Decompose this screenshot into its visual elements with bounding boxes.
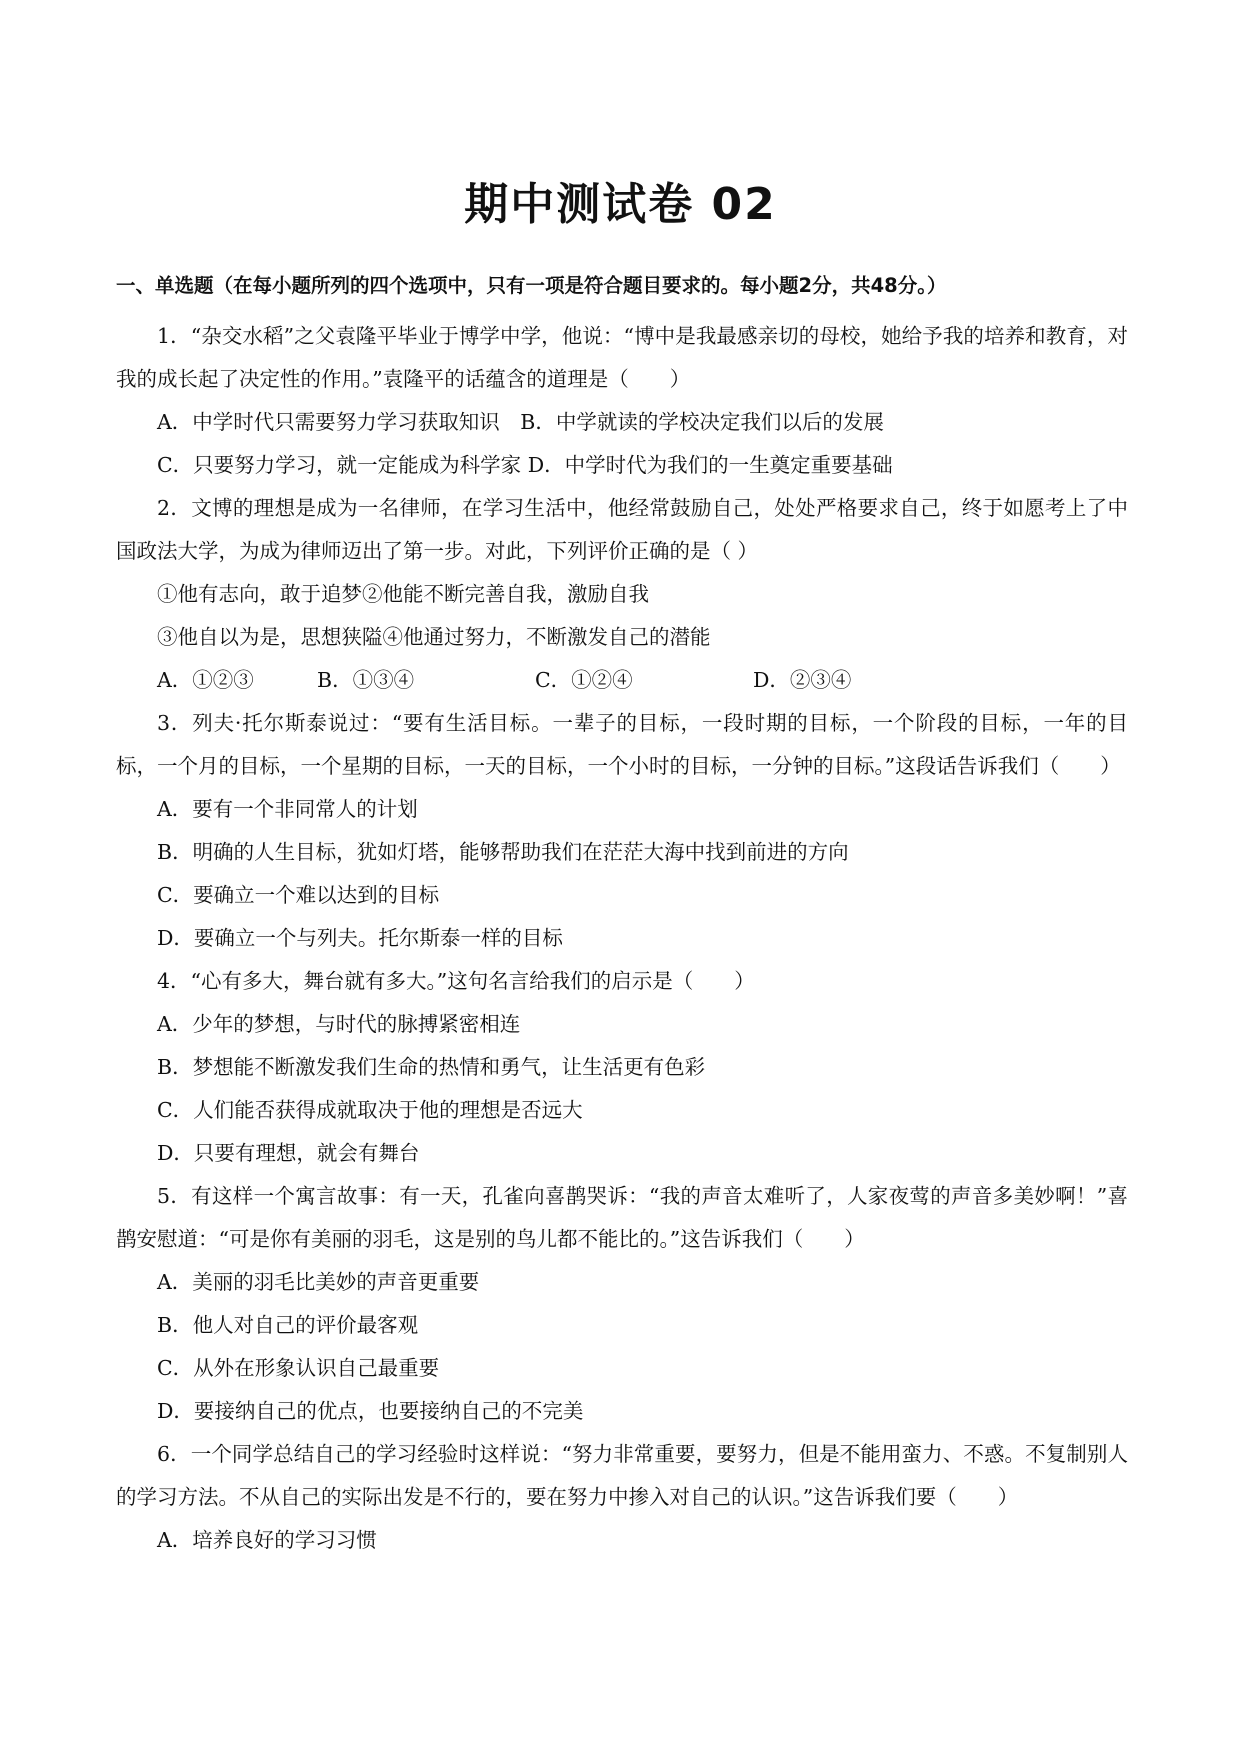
question-3 — [116, 702, 1128, 960]
option-line: C．从外在形象认识自己最重要 — [157, 1356, 440, 1380]
option-line: D．只要有理想，就会有舞台 — [157, 1141, 420, 1165]
option-a: A．①②③ — [157, 668, 254, 692]
option-row — [116, 659, 1128, 702]
question-text: 4．“心有多大，舞台就有多大。”这句名言给我们的启示是（ ） — [157, 969, 755, 993]
exam-content — [116, 272, 1128, 1562]
option-line: A．要有一个非同常人的计划 — [157, 797, 418, 821]
option-line: A．美丽的羽毛比美妙的声音更重要 — [157, 1270, 480, 1294]
option-line: A．少年的梦想，与时代的脉搏紧密相连 — [157, 1012, 521, 1036]
statement-line: ③他自以为是，思想狭隘④他通过努力，不断激发自己的潜能 — [157, 625, 711, 649]
section-heading: 一、单选题（在每小题所列的四个选项中，只有一项是符合题目要求的。每小题2分，共48分。） — [116, 274, 947, 297]
option-line: A．培养良好的学习习惯 — [157, 1528, 377, 1552]
question-text: 1．“杂交水稻”之父袁隆平毕业于博学中学，他说：“博中是我最感亲切的母校，她给予我的培养和教育，对我的成长起了决定性的作用。”袁隆平的话蕴含的道理是（ ） — [116, 324, 1128, 391]
question-text: 2．文博的理想是成为一名律师，在学习生活中，他经常鼓励自己，处处严格要求自己，终于如愿考上了中国政法大学，为成为律师迈出了第一步。对此，下列评价正确的是（ ） — [116, 496, 1128, 563]
question-2 — [116, 487, 1128, 702]
option-b: B．①③④ — [317, 668, 415, 692]
option-line: B．梦想能不断激发我们生命的热情和勇气，让生活更有色彩 — [157, 1055, 706, 1079]
option-line: C．要确立一个难以达到的目标 — [157, 883, 440, 907]
page-title: 期中测试卷 02 — [464, 179, 777, 230]
option-c: C．①②④ — [535, 668, 633, 692]
option-line: C．人们能否获得成就取决于他的理想是否远大 — [157, 1098, 583, 1122]
option-line: D．要确立一个与列夫。托尔斯泰一样的目标 — [157, 926, 563, 950]
question-1 — [116, 315, 1128, 487]
statement-line: ①他有志向，敢于追梦②他能不断完善自我，激励自我 — [157, 582, 649, 606]
question-text: 5．有这样一个寓言故事：有一天，孔雀向喜鹊哭诉：“我的声音太难听了，人家夜莺的声音多美妙啊！”喜鹊安慰道：“可是你有美丽的羽毛，这是别的鸟儿都不能比的。”这告诉我们（ ） — [116, 1184, 1128, 1251]
question-4 — [116, 960, 1128, 1175]
option-line: C．只要努力学习，就一定能成为科学家 D．中学时代为我们的一生奠定重要基础 — [157, 453, 893, 477]
question-text: 6．一个同学总结自己的学习经验时这样说：“努力非常重要，要努力，但是不能用蛮力、不惑。不复制别人的学习方法。不从自己的实际出发是不行的，要在努力中掺入对自己的认识。”这告诉我们要（ ） — [116, 1442, 1128, 1509]
option-line: B．他人对自己的评价最客观 — [157, 1313, 419, 1337]
question-text: 3．列夫·托尔斯泰说过：“要有生活目标。一辈子的目标，一段时期的目标，一个阶段的目标，一年的目标，一个月的目标，一个星期的目标，一天的目标，一个小时的目标，一分钟的目标。”这段话告诉我们（ ） — [116, 711, 1128, 778]
option-line: D．要接纳自己的优点，也要接纳自己的不完美 — [157, 1399, 584, 1423]
question-6 — [116, 1433, 1128, 1562]
option-line: A．中学时代只需要努力学习获取知识 B．中学就读的学校决定我们以后的发展 — [157, 410, 884, 434]
option-line: B．明确的人生目标，犹如灯塔，能够帮助我们在茫茫大海中找到前进的方向 — [157, 840, 849, 864]
question-5 — [116, 1175, 1128, 1433]
option-d: D．②③④ — [753, 668, 852, 692]
